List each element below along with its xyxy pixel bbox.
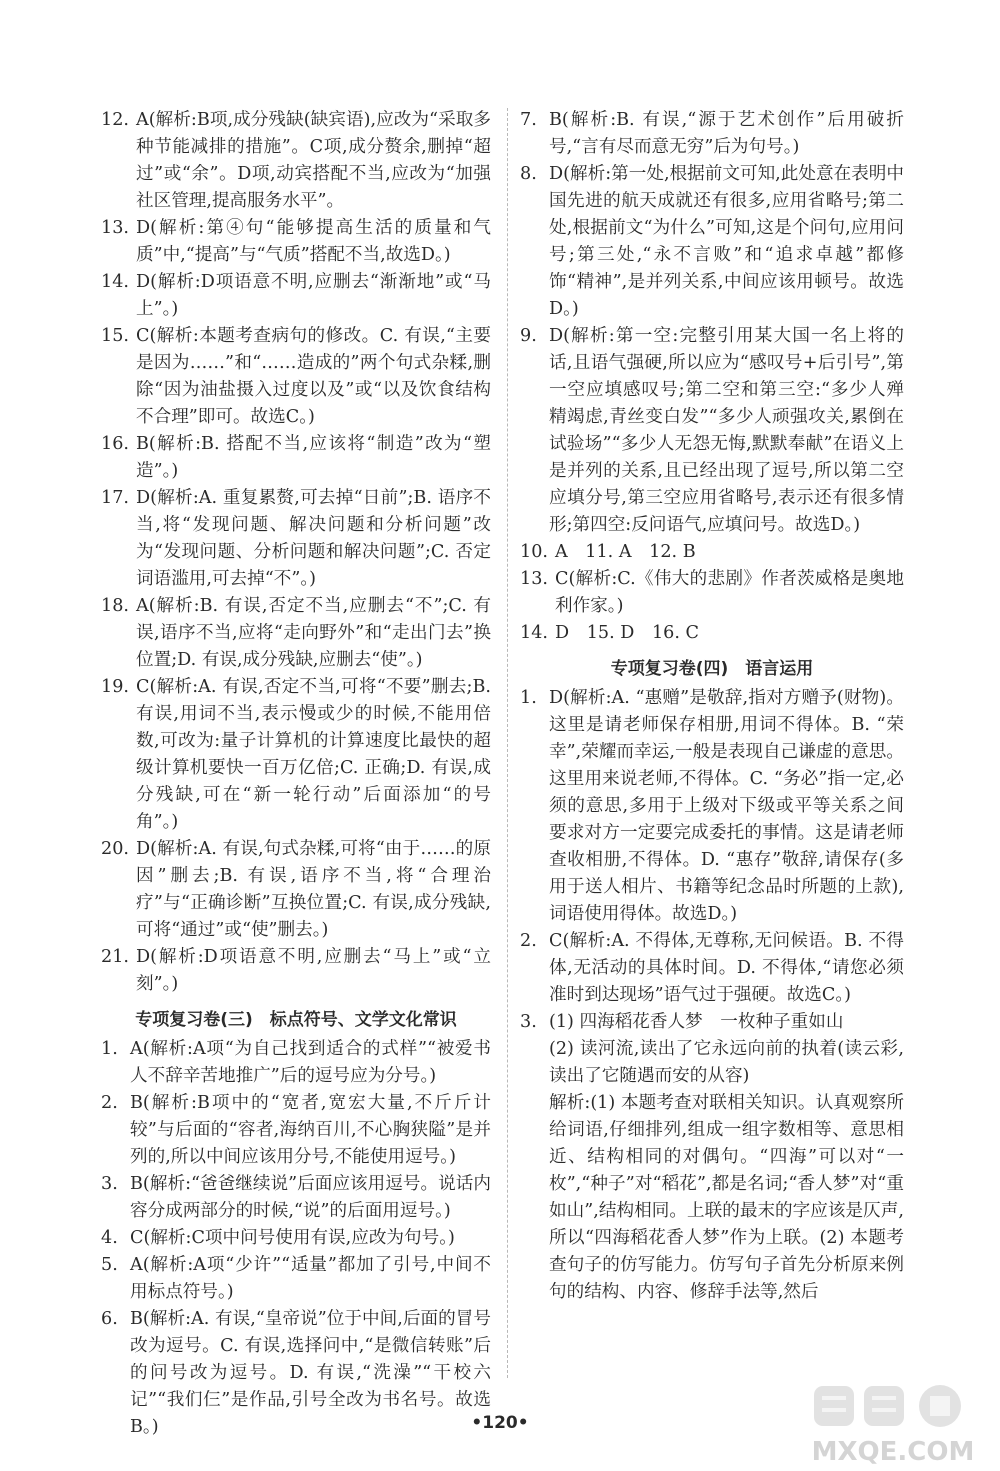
answer-item — [101, 836, 491, 944]
answer-text: B(解析:“爸爸继续说”后面应该用逗号。说话内容分成两部分的时候,“说”的后面用逗号。) — [130, 1174, 491, 1221]
answer-text: C(解析:C项中问号使用有误,应改为句号。) — [130, 1228, 455, 1248]
answer-item — [101, 1171, 491, 1225]
answer-text: D(解析:A. “惠赠”是敬辞,指对方赠予(财物)。这里是请老师保存相册,用词不得体。B. “荣幸”,荣耀而幸运,一般是表现自己谦虚的意思。这里用来说老师,不得体。C. “务必”指一定,必须的意思,多用于上级对下级或平等关系之间要求对方一定要完成委托的事情。这是请老师查收相册,不得体。D. “惠存”敬辞,请保存(多用于送人相片、书籍等纪念品时所题的上款),词语使用得体。故选D。) — [549, 688, 904, 924]
answer-item — [101, 215, 491, 269]
question-number: 1. — [520, 688, 537, 708]
question-number: 9. — [520, 326, 537, 346]
answer-item — [101, 485, 491, 593]
answer-item — [101, 674, 491, 836]
question-number: 2. — [101, 1093, 118, 1113]
question-number: 13. — [520, 569, 548, 589]
question-number: 8. — [520, 164, 537, 184]
answer-text: D(解析:第一处,根据前文可知,此处意在表明中国先进的航天成就还有很多,应用省略号;第二处,根据前文“为什么”可知,这是个问句,应用问号;第三处,“永不言败”和“追求卓越”都修饰“精神”,是并列关系,中间应该用顿号。故选D。) — [549, 164, 904, 319]
answer-item — [520, 1009, 904, 1036]
answer-item — [101, 1252, 491, 1306]
answer-item — [520, 539, 904, 566]
question-number: 5. — [101, 1255, 118, 1275]
left-answer-list — [101, 107, 491, 998]
answer-text: B(解析:B. 有误,“源于艺术创作”后用破折号,“言有尽而意无穷”后为句号。) — [549, 110, 904, 157]
answer-item — [101, 323, 491, 431]
question-number: 19. — [101, 677, 129, 697]
answer-item — [101, 1090, 491, 1171]
question-number: 4. — [101, 1228, 118, 1248]
answer-item — [520, 685, 904, 928]
answer-text: A(解析:B. 有误,否定不当,应删去“不”;C. 有误,语序不当,应将“走向野外”和“走出门去”换位置;D. 有误,成分残缺,应删去“使”。) — [136, 596, 491, 670]
answer-text: B(解析:A. 有误,“皇帝说”位于中间,后面的冒号改为逗号。C. 有误,选择问中,“是微信转账”后的问号改为逗号。D. 有误,“洗澡”“干校六记”“我们仨”是作品,引号全改为书名号。故选B。) — [130, 1309, 491, 1437]
section3-answer-list-right — [520, 107, 904, 647]
answer-item — [101, 944, 491, 998]
question-number: 3. — [101, 1174, 118, 1194]
answer-item — [101, 431, 491, 485]
question-number: 21. — [101, 947, 129, 967]
question-number: 17. — [101, 488, 129, 508]
question-number: 7. — [520, 110, 537, 130]
answer-text: D 15. D 16. C — [555, 623, 700, 643]
watermark-logo — [798, 1384, 988, 1468]
answer-text: D(解析:第④句“能够提高生活的质量和气质”中,“提高”与“气质”搭配不当,故选D。) — [136, 218, 491, 265]
page-number: •120• — [471, 1413, 529, 1433]
answer-text: C(解析:A. 不得体,无尊称,无问候语。B. 不得体,无活动的具体时间。D. 不得体,“请您必须准时到达现场”语气过于强硬。故选C。) — [549, 931, 904, 1005]
answer-text: A 11. A 12. B — [555, 542, 696, 562]
answer-text: D(解析:A. 有误,句式杂糅,可将“由于……的原因”删去;B. 有误,语序不当,将“合理治疗”与“正确诊断”互换位置;C. 有误,成分残缺,可将“通过”或“使”删去。) — [136, 839, 491, 940]
answer-3-explanation: 解析:(1) 本题考查对联相关知识。认真观察所给词语,仔细排列,组成一组字数相等、意思相近、结构相同的对偶句。“四海”可以对“一枚”,“种子”对“稻花”,都是名词;“香人梦”对“重如山”,结构相同。上联的最末的字应该是仄声,所以“四海稻花香人梦”作为上联。(2) 本题考查句子的仿写能力。仿写句子首先分析原来例句的结构、内容、修辞手法等,然后 — [549, 1093, 904, 1302]
answer-item — [520, 928, 904, 1009]
question-number: 14. — [520, 623, 548, 643]
answer-3-part2: (2) 读河流,读出了它永远向前的执着(读云彩,读出了它随遇而安的从容) — [549, 1039, 904, 1086]
question-number: 10. — [520, 542, 548, 562]
answer-text: A(解析:B项,成分残缺(缺宾语),应改为“采取多种节能减排的措施”。C项,成分赘余,删掉“超过”或“余”。D项,动宾搭配不当,应改为“加强社区管理,提高服务水平”。 — [136, 110, 491, 211]
section-title-4: 专项复习卷(四) 语言运用 — [610, 659, 814, 679]
answer-item — [101, 269, 491, 323]
answer-text: D(解析:第一空:完整引用某大国一名上将的话,且语气强硬,所以应为“感叹号+后引号”,第一空应填感叹号;第二空和第三空:“多少人殚精竭虑,青丝变白发”“多少人顽强攻关,累倒在试验场”“多少人无怨无悔,默默奉献”在语义上是并列的关系,且已经出现了逗号,所以第二空应填分号,第三空应用省略号,表示还有很多情形;第四空:反问语气,应填问号。故选D。) — [549, 326, 904, 535]
answer-item — [520, 620, 904, 647]
answer-item — [520, 107, 904, 161]
left-column — [101, 107, 491, 1441]
question-number: 20. — [101, 839, 129, 859]
answer-text: D(解析:A. 重复累赘,可去掉“日前”;B. 语序不当,将“发现问题、解决问题和分析问题”改为“发现问题、分析问题和解决问题”;C. 否定词语滥用,可去掉“不”。) — [136, 488, 491, 589]
watermark-text: MXQE.COM — [811, 1437, 975, 1467]
question-number: 2. — [520, 931, 537, 951]
question-number: 16. — [101, 434, 129, 454]
section4-answer-list — [520, 685, 904, 1036]
question-number: 18. — [101, 596, 129, 616]
answer-text: B(解析:B项中的“宽者,宽宏大量,不斤斤计较”与后面的“容者,海纳百川,不心胸狭隘”是并列的,所以中间应该用分号,不能使用逗号。) — [130, 1093, 491, 1167]
answer-text: A(解析:A项“为自己找到适合的式样”“被爱书人不辞辛苦地推广”后的逗号应为分号。) — [130, 1039, 491, 1086]
answer-item — [101, 1036, 491, 1090]
question-number: 15. — [101, 326, 129, 346]
answer-text: C(解析:A. 有误,否定不当,可将“不要”删去;B. 有误,用词不当,表示慢或少的时候,不能用倍数,可改为:量子计算机的计算速度比最快的超级计算机要快一百万亿倍;C. 正确;D. 有误,成分残缺,可在“新一轮行动”后面添加“的号角”。) — [136, 677, 491, 832]
right-column — [520, 107, 904, 1306]
question-number: 3. — [520, 1012, 537, 1032]
answer-item — [101, 107, 491, 215]
question-number: 1. — [101, 1039, 118, 1059]
answer-text: B(解析:B. 搭配不当,应该将“制造”改为“塑造”。) — [136, 434, 491, 481]
question-number: 6. — [101, 1309, 118, 1329]
section-title-3: 专项复习卷(三) 标点符号、文学文化常识 — [135, 1010, 457, 1030]
answer-item — [101, 1225, 491, 1252]
question-number: 12. — [101, 110, 129, 130]
answer-text: D(解析:D项语意不明,应删去“马上”或“立刻”。) — [136, 947, 491, 994]
answer-item — [101, 593, 491, 674]
question-number: 14. — [101, 272, 129, 292]
answer-item — [520, 566, 904, 620]
answer-item — [520, 161, 904, 323]
answer-text: C(解析:C.《伟大的悲剧》作者茨威格是奥地利作家。) — [555, 569, 904, 616]
answer-text: A(解析:A项“少许”“适量”都加了引号,中间不用标点符号。) — [130, 1255, 491, 1302]
answer-item — [520, 323, 904, 539]
answer-text: D(解析:D项语意不明,应删去“渐渐地”或“马上”。) — [136, 272, 491, 319]
question-number: 13. — [101, 218, 129, 238]
section3-answer-list-left — [101, 1036, 491, 1441]
column-divider — [507, 108, 508, 1378]
answer-text: (1) 四海稻花香人梦 一枚种子重如山 — [549, 1012, 844, 1032]
answer-text: C(解析:本题考查病句的修改。C. 有误,“主要是因为……”和“……造成的”两个句式杂糅,删除“因为油盐摄入过度以及”或“以及饮食结构不合理”即可。故选C。) — [136, 326, 491, 427]
